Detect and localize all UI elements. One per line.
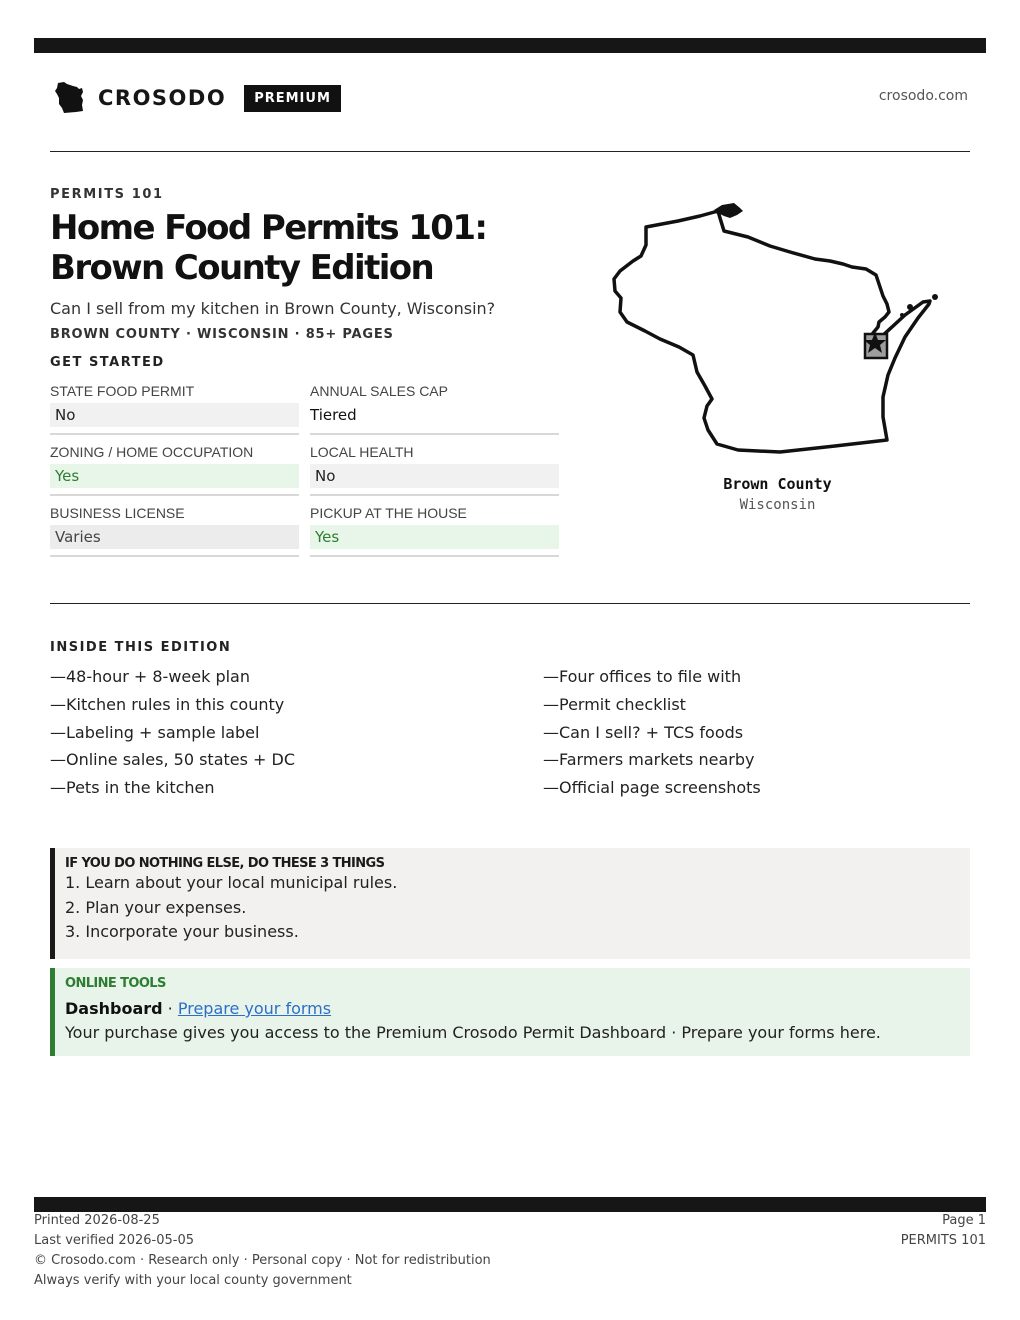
callout-title: IF YOU DO NOTHING ELSE, DO THESE 3 THINGS [65, 856, 385, 871]
map-state-label: Wisconsin [739, 497, 816, 513]
verified-date: Last verified 2026-05-05 [34, 1233, 194, 1248]
page-subtitle: Can I sell from my kitchen in Brown County, Wisconsin? [50, 299, 496, 318]
toc-item[interactable]: —Permit checklist [543, 694, 686, 714]
map-county-label: Brown County [723, 475, 832, 493]
fact-label: LOCAL HEALTH [310, 444, 414, 460]
fact-state-food-permit [50, 382, 299, 435]
verify-note: Always verify with your local county government [34, 1273, 352, 1288]
top-bar [34, 38, 986, 53]
footer-section: PERMITS 101 [900, 1233, 986, 1248]
island-dot [907, 304, 913, 310]
callout-step: 3. Incorporate your business. [65, 922, 299, 941]
footer-left [34, 1211, 491, 1291]
fact-business-license [50, 504, 299, 557]
page-number: Page 1 [942, 1213, 986, 1228]
printed-date: Printed 2026-08-25 [34, 1213, 160, 1228]
fact-value: Tiered [310, 406, 357, 424]
fact-pickup-at-house [310, 504, 559, 557]
footer-right [901, 1211, 986, 1251]
toc-item[interactable]: —Can I sell? + TCS foods [543, 722, 744, 742]
fact-value: No [310, 464, 559, 488]
island-dot [932, 294, 938, 300]
wisconsin-outline [614, 211, 930, 452]
fact-label: ANNUAL SALES CAP [310, 383, 448, 399]
fact-zoning [50, 443, 299, 496]
fact-label: BUSINESS LICENSE [50, 505, 185, 521]
table-of-contents [50, 667, 970, 806]
inside-edition-label: INSIDE THIS EDITION [50, 640, 232, 655]
prepare-forms-link[interactable]: Prepare your forms [177, 999, 332, 1018]
online-tools-callout [50, 968, 970, 1056]
wisconsin-map [600, 200, 950, 460]
toc-item[interactable]: —Farmers markets nearby [543, 750, 755, 770]
three-things-callout [50, 848, 970, 959]
island-dot [900, 313, 904, 317]
brand-header [52, 80, 341, 116]
callout-step: 1. Learn about your local municipal rules. [65, 873, 398, 892]
fact-label: ZONING / HOME OCCUPATION [50, 444, 254, 460]
wisconsin-state-icon [52, 80, 88, 116]
toc-item[interactable]: —Pets in the kitchen [50, 778, 215, 797]
premium-badge: PREMIUM [244, 85, 341, 112]
dashboard-label: Dashboard [65, 999, 163, 1018]
callout-step: 2. Plan your expenses. [65, 897, 247, 917]
toc-item[interactable]: —Labeling + sample label [50, 722, 260, 742]
copyright-note: © Crosodo.com · Research only · Personal copy · Not for redistribution [34, 1253, 491, 1268]
site-url[interactable]: crosodo.com [878, 88, 968, 104]
toc-item[interactable]: —Four offices to file with [543, 667, 742, 686]
section-kicker: PERMITS 101 [50, 187, 164, 202]
fact-annual-sales-cap [310, 382, 559, 435]
fact-value: Yes [50, 464, 299, 488]
tools-title: ONLINE TOOLS [65, 976, 166, 991]
toc-item[interactable]: —Official page screenshots [543, 778, 761, 797]
bottom-bar [34, 1197, 986, 1212]
page-title: Home Food Permits 101: Brown County Edition [50, 208, 487, 288]
toc-item[interactable]: —48-hour + 8-week plan [50, 667, 250, 686]
brand-name: CROSODO [98, 86, 227, 110]
fact-label: STATE FOOD PERMIT [50, 383, 195, 399]
permit-facts-grid [50, 382, 559, 557]
fact-label: PICKUP AT THE HOUSE [310, 505, 467, 521]
fact-value: Yes [310, 525, 559, 549]
toc-item[interactable]: —Online sales, 50 states + DC [50, 750, 296, 770]
fact-local-health [310, 443, 559, 496]
section-divider [50, 603, 970, 604]
get-started-label: GET STARTED [50, 355, 165, 370]
toc-item[interactable]: —Kitchen rules in this county [50, 694, 285, 714]
tools-dashboard-line [65, 996, 970, 1021]
fact-value: Varies [50, 525, 299, 549]
fact-value: No [50, 403, 299, 427]
edition-meta: BROWN COUNTY · WISCONSIN · 85+ PAGES [50, 327, 394, 342]
separator: · [162, 999, 178, 1018]
tools-description: Your purchase gives you access to the Premium Crosodo Permit Dashboard · Prepare your forms here. [65, 1023, 881, 1042]
header-divider [50, 151, 970, 152]
